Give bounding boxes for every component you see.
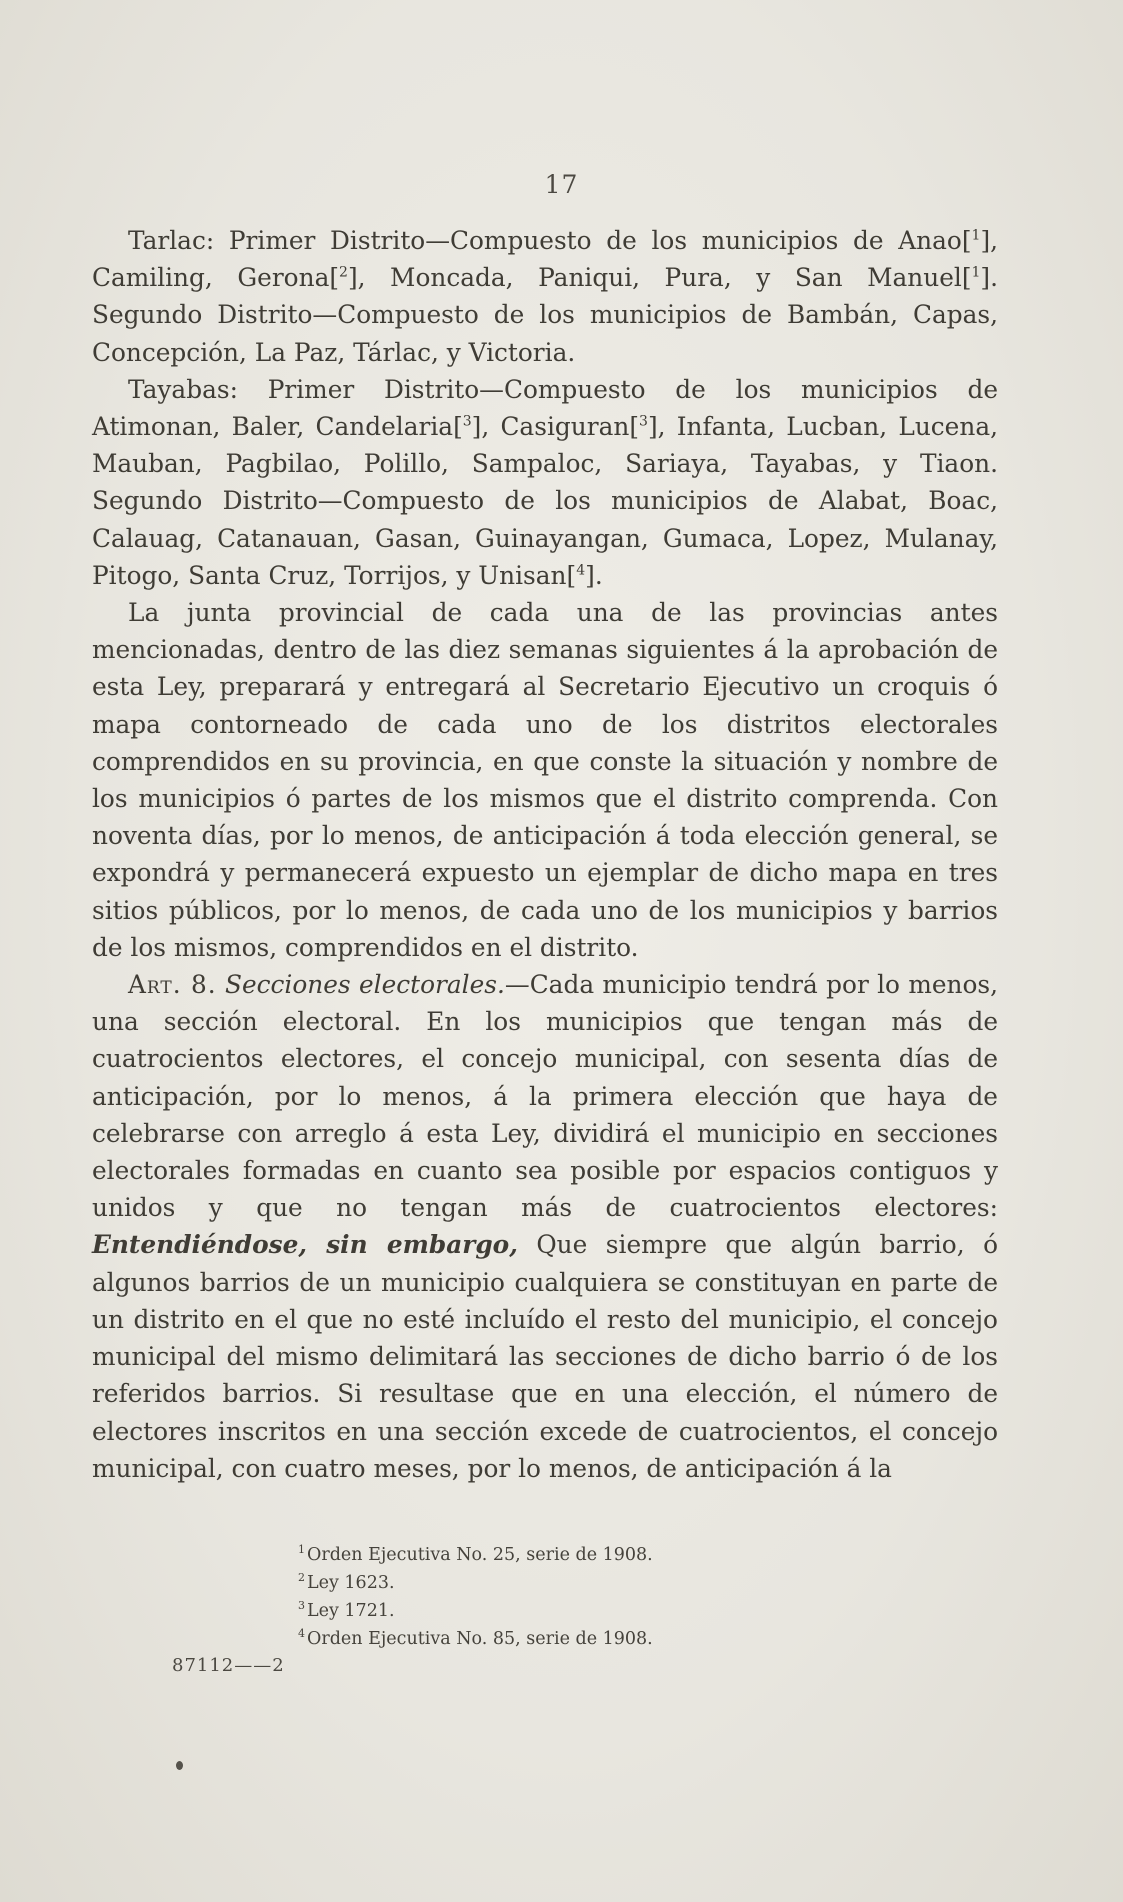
article-heading: Secciones electorales. xyxy=(224,970,505,1000)
footnote xyxy=(298,1597,898,1625)
footnote-ref: 2 xyxy=(339,264,348,281)
footnote xyxy=(298,1625,898,1653)
tayabas-text-2: ], Casiguran[ xyxy=(471,412,640,442)
footnote-ref: 1 xyxy=(971,264,981,281)
body-text xyxy=(92,222,998,1487)
footnote-ref: 1 xyxy=(971,227,981,244)
article-proviso: Entendiéndose, sin embargo, xyxy=(92,1230,518,1260)
footnote-text: Ley 1623. xyxy=(307,1573,395,1593)
footnote-text: Orden Ejecutiva No. 25, serie de 1908. xyxy=(307,1545,653,1565)
paragraph-article-8 xyxy=(92,966,998,1487)
page-number: 17 xyxy=(544,170,579,199)
footnote-text: Ley 1721. xyxy=(307,1601,395,1621)
footnote-text: Orden Ejecutiva No. 85, serie de 1908. xyxy=(307,1629,653,1649)
tarlac-text-4: ]. Segundo Distrito—Compuesto de los municipios de Bambán, Capas, Concepción, La Paz, Tárlac, y Victoria. xyxy=(92,263,998,367)
footnote-ref: 3 xyxy=(639,413,648,430)
footnote-mark: 4 xyxy=(298,1627,305,1641)
footnote xyxy=(298,1541,898,1569)
footnote-ref: 4 xyxy=(576,562,586,579)
footnote-mark: 2 xyxy=(298,1571,305,1585)
tayabas-text-3: ], Infanta, Lucban, Lucena, Mauban, Pagbilao, Polillo, Sampaloc, Sariaya, Tayabas, y Tiaon. Segundo Distrito—Compuesto de los municipios de Alabat, Boac, Calauag, Catanauan, Gasan, Guinayangan, Gumaca, Lopez, Mulanay, Pitogo, Santa Cruz, Torrijos, y Unisan[ xyxy=(92,412,998,590)
tayabas-text-1: Tayabas: Primer Distrito—Compuesto de los municipios de Atimonan, Baler, Candelaria[ xyxy=(92,374,998,442)
print-code: 87112——2 xyxy=(172,1655,285,1676)
footnote xyxy=(298,1569,898,1597)
paragraph-tayabas xyxy=(92,371,998,594)
paragraph-junta-provincial: La junta provincial de cada una de las provincias antes mencionadas, dentro de las diez semanas siguientes á la aprobación de esta Ley, preparará y entregará al Secretario Ejecutivo un croquis ó mapa contorneado de cada uno de los distritos electorales comprendidos en su provincia, en que conste la situación y nombre de los municipios ó partes de los mismos que el distrito comprenda. Con noventa días, por lo menos, de anticipación á toda elección general, se expondrá y permanecerá expuesto un ejemplar de dicho mapa en tres sitios públicos, por lo menos, de cada uno de los municipios y barrios de los mismos, comprendidos en el distrito. xyxy=(92,598,998,962)
ink-speck xyxy=(176,1761,183,1770)
footnote-ref: 3 xyxy=(462,413,472,430)
tarlac-text-1: Tarlac: Primer Distrito—Compuesto de los municipios de Anao[ xyxy=(128,226,972,255)
footnote-mark: 1 xyxy=(298,1543,305,1557)
footnote-mark: 3 xyxy=(298,1599,305,1613)
tarlac-text-2: ], Camiling, Gerona[ xyxy=(92,226,998,293)
article-text-1: —Cada municipio tendrá por lo menos, una sección electoral. En los municipios que tengan más de cuatrocientos electores, el concejo municipal, con sesenta días de anticipación, por lo menos, á la primera elección que haya de celebrarse con arreglo á esta Ley, dividirá el municipio en secciones electorales formadas en cuanto sea posible por espacios contiguos y unidos y que no tengan más de cuatrocientos electores: xyxy=(92,970,999,1223)
article-text-2: Que siempre que algún barrio, ó algunos barrios de un municipio cualquiera se constituyan en parte de un distrito en el que no esté incluído el resto del municipio, el concejo municipal del mismo delimitará las secciones de dicho barrio ó de los referidos barrios. Si resultase que en una elección, el número de electores inscritos en una sección excede de cuatrocientos, el concejo municipal, con cuatro meses, por lo menos, de anticipación á la xyxy=(92,1230,999,1483)
tarlac-text-3: ], Moncada, Paniqui, Pura, y San Manuel[ xyxy=(347,263,972,293)
article-label: Art. 8. xyxy=(128,970,217,1000)
footnotes xyxy=(298,1541,898,1653)
paragraph-tarlac xyxy=(92,222,998,371)
tayabas-text-4: ]. xyxy=(585,560,603,590)
